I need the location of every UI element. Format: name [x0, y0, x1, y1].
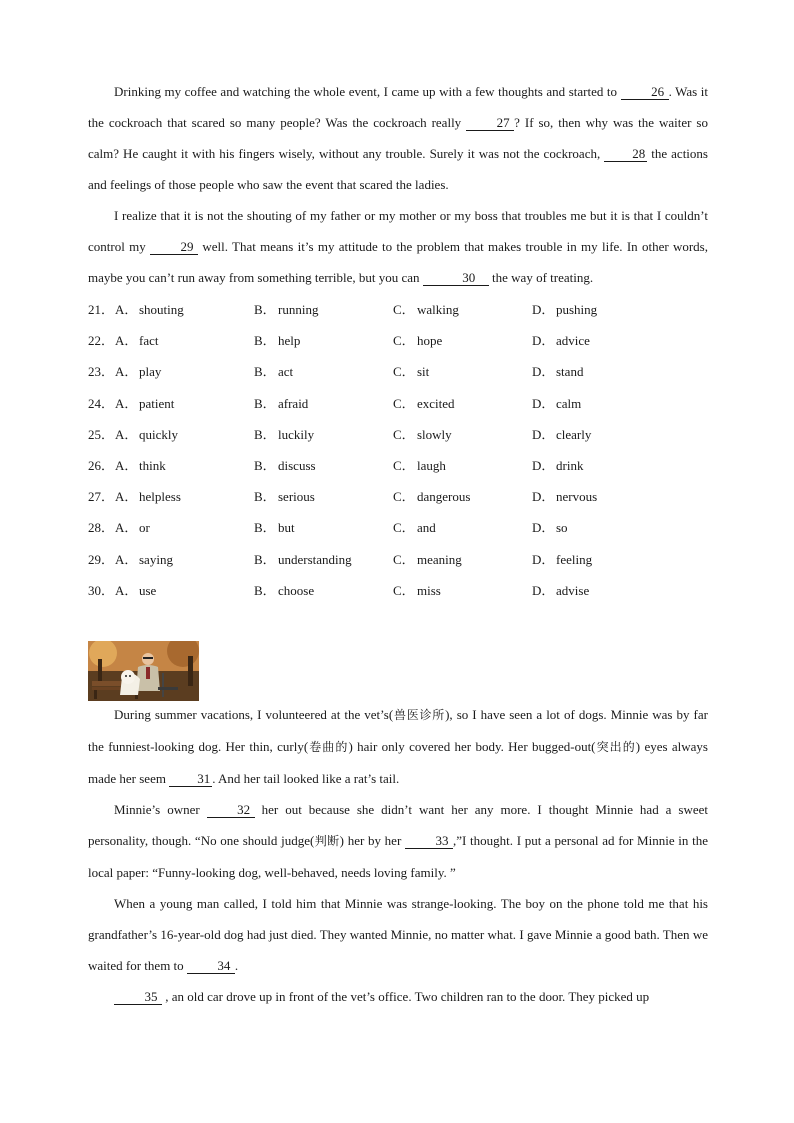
option-row — [88, 293, 708, 324]
option-a — [115, 580, 254, 599]
option-letter: B． — [254, 520, 276, 536]
option-letter: A． — [115, 582, 138, 598]
blank-28: 28 — [604, 146, 647, 162]
option-text: saying — [139, 551, 173, 567]
option-text: shouting — [139, 302, 184, 318]
option-text: advice — [556, 333, 590, 349]
option-d — [532, 486, 671, 505]
option-row — [88, 324, 708, 355]
question-number: 21． — [88, 302, 115, 318]
option-b — [254, 299, 393, 318]
option-text: understanding — [278, 551, 352, 567]
option-a — [115, 549, 254, 568]
option-text: advise — [556, 582, 590, 598]
option-b — [254, 330, 393, 349]
passage2-paragraph4: 35 , an old car drove up in front of the vet’s office. Two children ran to the door. They picked up — [88, 981, 708, 1012]
option-b — [254, 455, 393, 474]
option-text: pushing — [556, 302, 598, 318]
option-letter: B． — [254, 551, 276, 567]
option-text: luckily — [278, 426, 315, 442]
option-row — [88, 480, 708, 511]
option-letter: D． — [532, 582, 555, 598]
option-letter: B． — [254, 489, 276, 505]
option-letter: C． — [393, 395, 415, 411]
option-c — [393, 361, 532, 380]
option-text: laugh — [417, 458, 446, 474]
option-letter: B． — [254, 364, 276, 380]
option-letter: D． — [532, 302, 555, 318]
option-text: excited — [417, 395, 455, 411]
blank-31: 31 — [169, 771, 212, 787]
option-d — [532, 424, 671, 443]
option-letter: D． — [532, 364, 555, 380]
option-row — [88, 418, 708, 449]
option-letter: D． — [532, 551, 555, 567]
option-text: miss — [417, 582, 441, 598]
option-text: but — [278, 520, 295, 536]
option-letter: B． — [254, 426, 276, 442]
option-letter: A． — [115, 395, 138, 411]
photo-illustration — [88, 641, 199, 701]
option-letter: C． — [393, 582, 415, 598]
option-row — [88, 355, 708, 386]
option-text: walking — [417, 302, 459, 318]
option-letter: C． — [393, 302, 415, 318]
option-letter: A． — [115, 302, 138, 318]
option-letter: A． — [115, 333, 138, 349]
option-c — [393, 486, 532, 505]
option-letter: C． — [393, 333, 415, 349]
option-row — [88, 543, 708, 574]
option-a — [115, 393, 254, 412]
option-text: or — [139, 520, 150, 536]
option-text: fact — [139, 333, 159, 349]
question-number: 30． — [88, 582, 115, 598]
option-c — [393, 517, 532, 536]
option-c — [393, 330, 532, 349]
option-text: help — [278, 333, 301, 349]
question-number: 24． — [88, 395, 115, 411]
option-letter: B． — [254, 582, 276, 598]
option-letter: A． — [115, 551, 138, 567]
option-row — [88, 387, 708, 418]
question-number: 23． — [88, 364, 115, 380]
option-row — [88, 574, 708, 605]
blank-26: 26 — [621, 84, 669, 100]
option-text: running — [278, 302, 319, 318]
option-d — [532, 393, 671, 412]
blank-34: 34 — [187, 958, 235, 974]
option-text: act — [278, 364, 294, 380]
option-letter: C． — [393, 551, 415, 567]
option-text: use — [139, 582, 157, 598]
option-letter: D． — [532, 395, 555, 411]
blank-32: 32 — [207, 802, 255, 818]
option-text: meaning — [417, 551, 462, 567]
option-letter: D． — [532, 333, 555, 349]
option-letter: B． — [254, 302, 276, 318]
man-with-dog-photo — [88, 641, 199, 701]
option-letter: D． — [532, 489, 555, 505]
passage1-paragraph1: Drinking my coffee and watching the whole event, I came up with a few thoughts and started to 26 . Was it the cockroach that scared so many people? Was the cockroach really 27 ? If so, then why was the waiter so calm? He caught it with his fingers wisely, without any trouble. Surely it was not the cockroach, 28 the actions and feelings of those people who saw the event that scared the ladies. — [88, 84, 709, 192]
option-letter: A． — [115, 458, 138, 474]
option-text: dangerous — [417, 489, 471, 505]
question-number: 27． — [88, 489, 115, 505]
option-letter: A． — [115, 364, 138, 380]
option-d — [532, 517, 671, 536]
option-row — [88, 449, 708, 480]
option-d — [532, 330, 671, 349]
option-text: so — [556, 520, 568, 536]
option-d — [532, 549, 671, 568]
option-text: serious — [278, 489, 315, 505]
option-a — [115, 330, 254, 349]
option-b — [254, 580, 393, 599]
option-a — [115, 299, 254, 318]
option-text: calm — [556, 395, 582, 411]
option-letter: B． — [254, 458, 276, 474]
option-text: choose — [278, 582, 315, 598]
blank-29: 29 — [150, 239, 198, 255]
option-text: stand — [556, 364, 584, 380]
blank-35: 35 — [114, 989, 162, 1005]
option-letter: D． — [532, 520, 555, 536]
option-a — [115, 517, 254, 536]
option-c — [393, 393, 532, 412]
option-text: clearly — [556, 426, 592, 442]
question-number: 29． — [88, 551, 115, 567]
passage1-paragraph2: I realize that it is not the shouting of my father or my mother or my boss that troubles me but it is that I couldn’t control my 29 well. That means it’s my attitude to the problem that makes trouble in my life. In other words, maybe you can’t run away from something terrible, but you can 30 the way of treating. — [88, 208, 708, 285]
blank-30: 30 — [423, 270, 489, 286]
option-b — [254, 361, 393, 380]
option-letter: A． — [115, 520, 138, 536]
option-c — [393, 580, 532, 599]
option-d — [532, 361, 671, 380]
option-text: sit — [417, 364, 430, 380]
question-number: 22． — [88, 333, 115, 349]
option-letter: C． — [393, 426, 415, 442]
option-letter: A． — [115, 426, 138, 442]
option-text: afraid — [278, 395, 309, 411]
passage2-paragraph3: When a young man called, I told him that Minnie was strange-looking. The boy on the phone told me that his grandfather’s 16-year-old dog had just died. They wanted Minnie, no matter what. I gave Minnie a good bath. Then we waited for them to 34 . — [88, 895, 708, 973]
option-a — [115, 486, 254, 505]
option-letter: D． — [532, 458, 555, 474]
option-text: helpless — [139, 489, 181, 505]
option-c — [393, 299, 532, 318]
option-text: discuss — [278, 458, 316, 474]
option-text: hope — [417, 333, 443, 349]
question-number: 26． — [88, 458, 115, 474]
option-letter: B． — [254, 395, 276, 411]
option-letter: C． — [393, 458, 415, 474]
document-page — [88, 76, 708, 1012]
option-text: slowly — [417, 426, 452, 442]
option-a — [115, 361, 254, 380]
blank-27: 27 — [466, 115, 514, 131]
option-text: nervous — [556, 489, 598, 505]
option-a — [115, 455, 254, 474]
question-number: 28． — [88, 520, 115, 536]
option-d — [532, 455, 671, 474]
option-text: feeling — [556, 551, 593, 567]
option-c — [393, 549, 532, 568]
option-letter: C． — [393, 520, 415, 536]
option-text: patient — [139, 395, 175, 411]
option-letter: B． — [254, 333, 276, 349]
option-text: and — [417, 520, 436, 536]
option-b — [254, 517, 393, 536]
passage2-paragraph1: During summer vacations, I volunteered at the vet’s(兽医诊所), so I have seen a lot of dogs. Minnie was by far the funniest-looking dog. Her thin, curly(卷曲的) hair only covered her body. Her bugged-out(突出的) eyes always made her seem 31 . And her tail looked like a rat’s tail. — [88, 706, 708, 786]
option-text: think — [139, 458, 166, 474]
option-text: drink — [556, 458, 584, 474]
option-b — [254, 549, 393, 568]
option-d — [532, 580, 671, 599]
option-b — [254, 393, 393, 412]
option-a — [115, 424, 254, 443]
answer-options — [88, 293, 708, 605]
option-letter: C． — [393, 489, 415, 505]
option-letter: A． — [115, 489, 138, 505]
question-number: 25． — [88, 426, 115, 442]
option-b — [254, 424, 393, 443]
option-letter: D． — [532, 426, 555, 442]
option-c — [393, 424, 532, 443]
option-d — [532, 299, 671, 318]
passage2-paragraph2: Minnie’s owner 32 her out because she didn’t want her any more. I thought Minnie had a sweet personality, though. “No one should judge(判断) her by her 33 ,”I thought. I put a personal ad for Minnie in the local paper: “Funny-looking dog, well-behaved, needs loving family. ” — [88, 801, 709, 880]
option-c — [393, 455, 532, 474]
option-text: quickly — [139, 426, 178, 442]
option-letter: C． — [393, 364, 415, 380]
option-text: play — [139, 364, 162, 380]
blank-33: 33 — [405, 833, 453, 849]
option-row — [88, 511, 708, 542]
option-b — [254, 486, 393, 505]
